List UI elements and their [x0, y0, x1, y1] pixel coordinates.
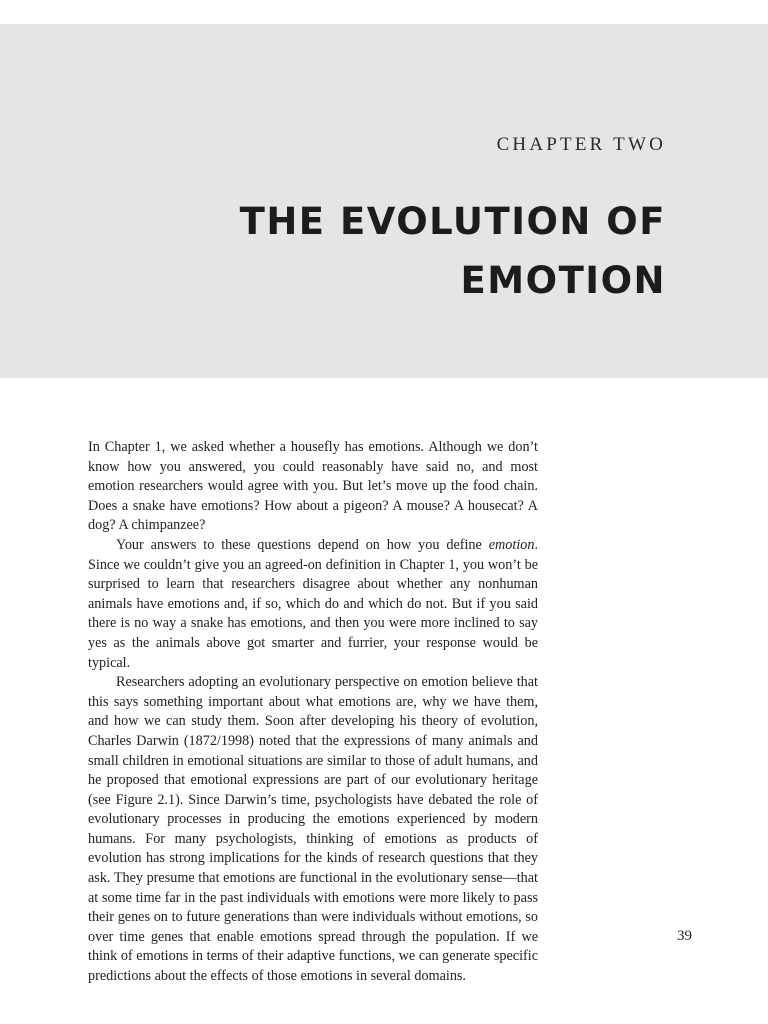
- emphasis-emotion: emotion: [488, 536, 535, 553]
- page-number: 39: [677, 928, 692, 944]
- chapter-label: CHAPTER TWO: [496, 134, 666, 155]
- top-margin: [0, 0, 768, 24]
- paragraph-2: [88, 536, 538, 673]
- paragraph-2-text-after: . Since we couldn’t give you an agreed-on definition in Chapter 1, you won’t be surprised to learn that researchers disagree about whether any nonhuman animals have emotions and, if so, which do and which do not. But if you said there is no way a snake has emotions, and then you were more inclined to say yes as the animals above got smarter and furrier, your response would be typical.: [88, 536, 538, 671]
- chapter-title: THE EVOLUTION OF EMOTION: [239, 200, 666, 302]
- paragraph-1: In Chapter 1, we asked whether a housefly has emotions. Although we don’t know how you answered, you could reasonably have said no, and most emotion researchers would agree with you. But let’s move up the food chain. Does a snake have emotions? How about a pigeon? A mouse? A housecat? A dog? A chimpanzee?: [88, 439, 538, 534]
- body-text: [88, 438, 538, 987]
- paragraph-2-text-before: Your answers to these questions depend on how you define: [116, 536, 489, 553]
- paragraph-3: Researchers adopting an evolutionary perspective on emotion believe that this says something important about what emotions are, why we have them, and how we can study them. Soon after developing his theory of evolution, Charles Darwin (1872/1998) noted that the expressions of many animals and small children in emotional situations are similar to those of adult humans, and he proposed that emotional expressions are part of our evolutionary heritage (see Figure 2.1). Since Darwin’s time, psychologists have debated the role of evolutionary processes in producing the emotions experienced by modern humans. For many psychologists, thinking of emotions as products of evolution has strong implications for the kinds of research questions that they ask. They presume that emotions are functional in the evolutionary sense—that at some time far in the past individuals with emotions were more likely to pass their genes on to future generations than were individuals without emotions, so over time genes that enable emotions spread through the population. If we think of emotions in terms of their adaptive functions, we can generate specific predictions about the effects of those emotions in several domains.: [88, 674, 538, 985]
